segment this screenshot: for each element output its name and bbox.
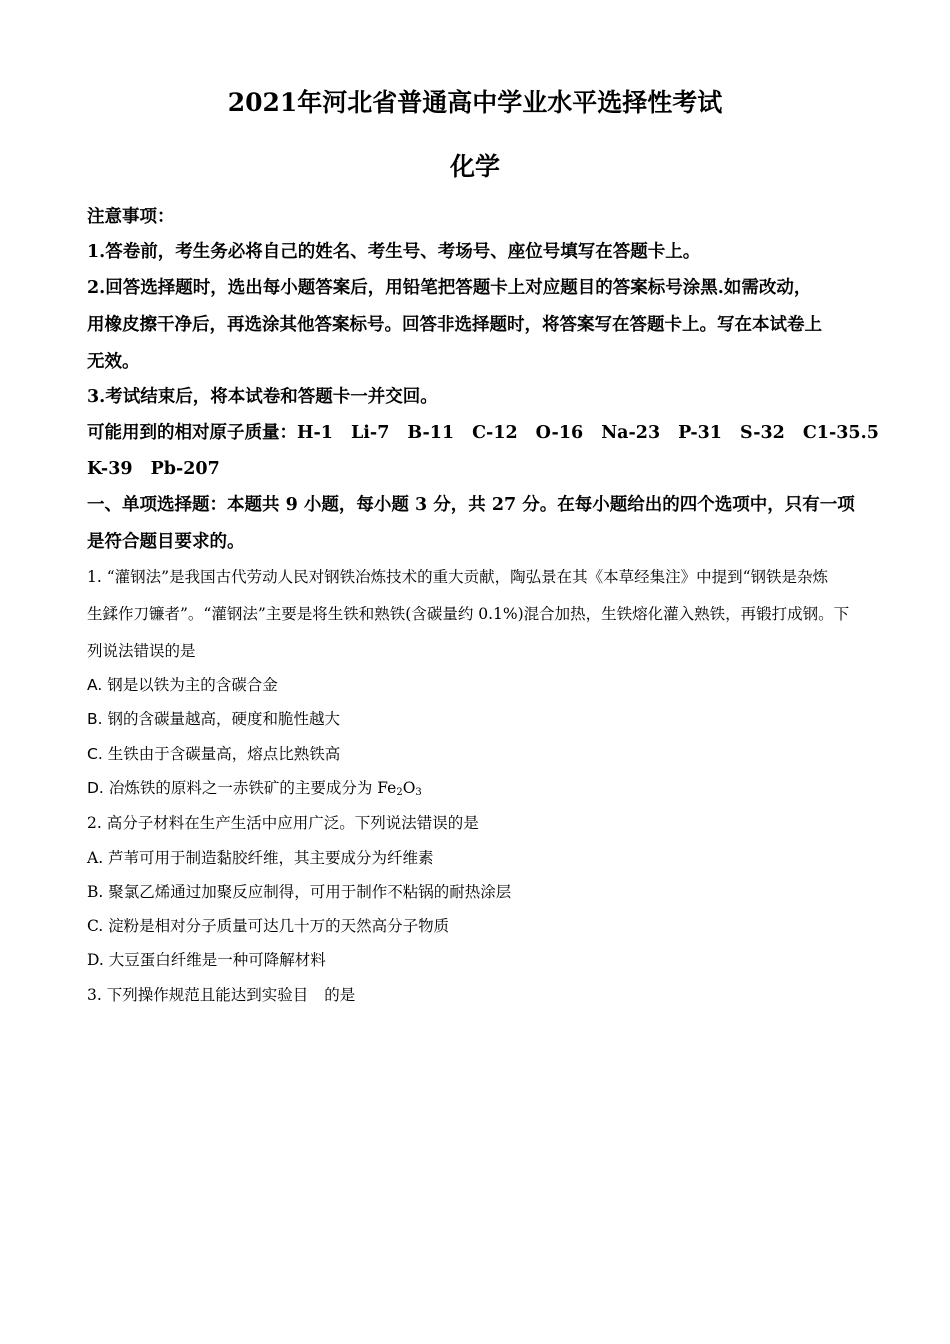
atomic-mass-item: K-39 bbox=[87, 459, 133, 479]
section-1-heading-line-2: 是符合题目要求的。 bbox=[87, 532, 245, 552]
question-1-option-c bbox=[87, 742, 867, 766]
question-3-stem bbox=[87, 983, 867, 1007]
subject-title: 化学 bbox=[449, 152, 500, 181]
question-1-stem-line-2: 生鍒作刀镰者”。“灌钢法”主要是将生铁和熟铁(含碳量约 0.1%)混合加热，生铁熔化灌入熟铁，再锻打成钢。下 bbox=[87, 605, 850, 623]
atomic-mass-item: C1-35.5 bbox=[802, 423, 879, 443]
atomic-mass-item: O-16 bbox=[535, 423, 584, 443]
question-2-option-c: C. 淀粉是相对分子质量可达几十万的天然高分子物质 bbox=[87, 917, 450, 935]
question-1-stem-line-1: 1. “灌钢法”是我国古代劳动人民对钢铁冶炼技术的重大贡献，陶弘景在其《本草经集注》中提到“钢铁是杂炼 bbox=[87, 568, 828, 586]
notice-item-3: 3.考试结束后，将本试卷和答题卡一并交回。 bbox=[87, 387, 438, 407]
atomic-mass-item: C-12 bbox=[472, 423, 518, 443]
atomic-mass-item: B-11 bbox=[407, 423, 455, 443]
notice-item-1: 1.答卷前，考生务必将自己的姓名、考生号、考场号、座位号填写在答题卡上。 bbox=[87, 242, 701, 262]
subscript: 3 bbox=[415, 787, 422, 798]
question-1-option-b bbox=[87, 707, 867, 731]
option-letter: A. bbox=[87, 676, 103, 694]
question-1-option-d bbox=[87, 776, 867, 800]
atomic-mass-item: Na-23 bbox=[601, 423, 661, 443]
option-text: 钢的含碳量越高，硬度和脆性越大 bbox=[107, 710, 341, 728]
question-2-option-b: B. 聚氯乙烯通过加聚反应制得，可用于制作不粘锅的耐热涂层 bbox=[87, 883, 512, 901]
atomic-masses-label: 可能用到的相对原子质量： bbox=[87, 423, 297, 443]
question-2-stem: 2. 高分子材料在生产生活中应用广泛。下列说法错误的是 bbox=[87, 814, 479, 832]
option-letter: B. bbox=[87, 710, 103, 728]
atomic-mass-item: H-1 bbox=[297, 423, 333, 443]
atomic-mass-item: S-32 bbox=[739, 423, 785, 443]
option-text: 冶炼铁的原料之一赤铁矿的主要成分为 Fe bbox=[108, 779, 397, 797]
question-2-option-d: D. 大豆蛋白纤维是一种可降解材料 bbox=[87, 951, 326, 969]
question-2-option-a: A. 芦苇可用于制造黏胶纤维，其主要成分为纤维素 bbox=[87, 849, 434, 867]
atomic-masses-line-2 bbox=[87, 457, 867, 481]
notice-item-2-line-3: 无效。 bbox=[87, 352, 140, 372]
question-3-stem-part-2: 的是 bbox=[324, 986, 356, 1004]
option-letter: C. bbox=[87, 745, 103, 763]
question-1-option-a bbox=[87, 673, 867, 697]
notice-item-2-line-1: 2.回答选择题时，选出每小题答案后，用铅笔把答题卡上对应题目的答案标号涂黑.如需改动， bbox=[87, 278, 812, 298]
atomic-mass-item: Li-7 bbox=[350, 423, 390, 443]
question-3-stem-part-1: 3. 下列操作规范且能达到实验目 bbox=[87, 986, 309, 1004]
option-text: 钢是以铁为主的含碳合金 bbox=[107, 676, 278, 694]
notice-item-2-line-2: 用橡皮擦干净后，再选涂其他答案标号。回答非选择题时，将答案写在答题卡上。写在本试卷上 bbox=[87, 315, 822, 335]
option-text: 生铁由于含碳量高，熔点比熟铁高 bbox=[107, 745, 341, 763]
section-1-heading-line-1: 一、单项选择题：本题共 9 小题，每小题 3 分，共 27 分。在每小题给出的四个选项中，只有一项 bbox=[87, 495, 855, 515]
option-letter: D. bbox=[87, 779, 104, 797]
notice-heading: 注意事项： bbox=[87, 207, 175, 227]
exam-title: 2021年河北省普通高中学业水平选择性考试 bbox=[227, 88, 723, 117]
option-text: O bbox=[402, 779, 416, 797]
subscript: 2 bbox=[396, 787, 403, 798]
question-1-stem-line-3: 列说法错误的是 bbox=[87, 642, 196, 660]
atomic-mass-item: P-31 bbox=[678, 423, 722, 443]
atomic-masses-line-1 bbox=[87, 421, 879, 445]
atomic-mass-item: Pb-207 bbox=[150, 459, 220, 479]
